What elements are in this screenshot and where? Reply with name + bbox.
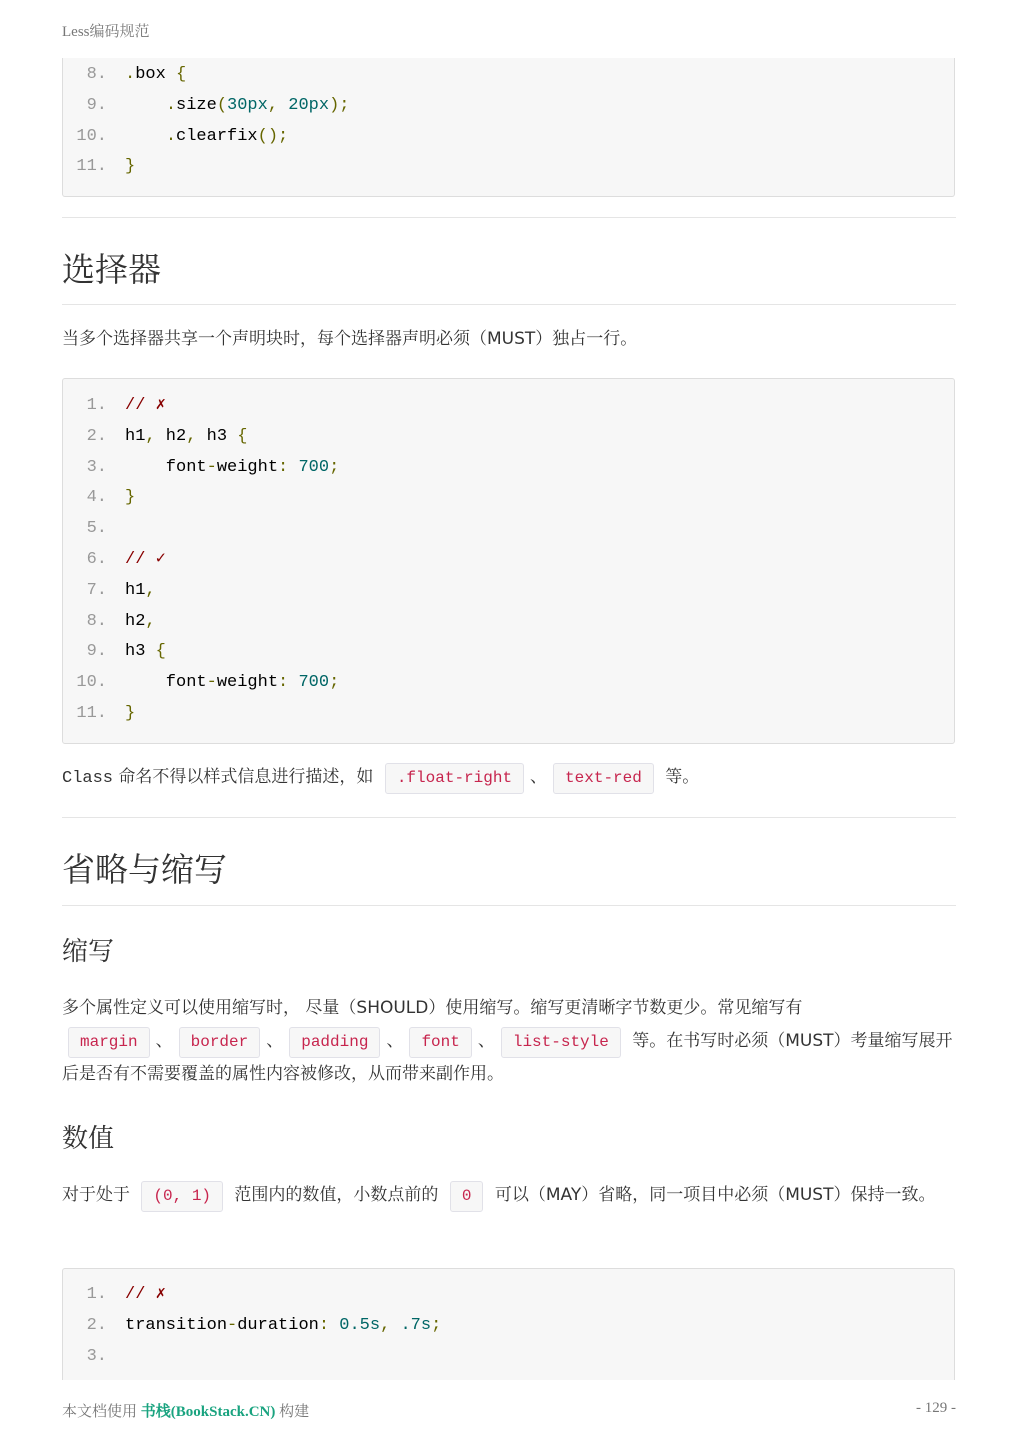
code-line — [63, 1279, 166, 1310]
inline-code-font: font — [409, 1027, 471, 1058]
code-text: h1, h2, h3 { — [125, 426, 248, 446]
section-heading-selector: 选择器 — [62, 250, 161, 289]
subheading-shorthand: 缩写 — [62, 937, 115, 967]
separator: 、 — [266, 1031, 284, 1051]
document-footer — [62, 1400, 956, 1421]
code-text: .size(30px, 20px); — [165, 95, 350, 115]
heading-underline — [62, 304, 956, 305]
subheading-numbers: 数值 — [62, 1124, 115, 1154]
code-line — [63, 636, 166, 667]
code-text: // ✓ — [125, 550, 166, 569]
numbers-text: 对于处于 — [62, 1185, 136, 1205]
code-line — [63, 59, 187, 90]
code-line — [63, 513, 107, 544]
page-number: - 129 - — [916, 1400, 956, 1416]
code-block-selector-example — [62, 378, 955, 744]
code-text: } — [125, 157, 136, 177]
code-text: h2, — [125, 611, 156, 631]
code-text: .box { — [125, 65, 187, 84]
numbers-text-3: 可以（MAY）省略，同一项目中必须（MUST）保持一致。 — [489, 1185, 936, 1205]
section-heading-shorthand: 省略与缩写 — [62, 850, 227, 889]
code-text: .clearfix(); — [165, 126, 289, 146]
shorthand-text: 多个属性定义可以使用缩写时， 尽量（SHOULD）使用缩写。缩写更清晰字节数更少。常见缩写有 — [62, 998, 803, 1018]
code-line — [63, 575, 156, 606]
inline-code-margin: margin — [68, 1027, 150, 1058]
inline-code-range: (0, 1) — [141, 1181, 223, 1212]
line-number: 4. — [86, 488, 107, 508]
code-text: font-weight: 700; — [125, 673, 340, 693]
code-line — [63, 1310, 442, 1341]
line-number: 3. — [86, 1346, 107, 1366]
section-divider — [62, 817, 956, 818]
line-number: 7. — [86, 580, 107, 600]
footer-text: 本文档使用 — [62, 1404, 141, 1420]
code-line — [63, 90, 350, 121]
code-text: } — [125, 704, 136, 723]
section-divider — [62, 217, 956, 218]
class-note-suffix: 等。 — [659, 767, 700, 787]
code-line — [63, 667, 340, 698]
code-line — [63, 390, 166, 421]
code-text: h3 { — [125, 642, 166, 662]
numbers-text-2: 范围内的数值，小数点前的 — [229, 1185, 444, 1205]
inline-code-zero: 0 — [450, 1181, 484, 1212]
line-number: 9. — [86, 95, 107, 115]
code-text: // ✗ — [125, 1285, 166, 1304]
code-block-number-example — [62, 1268, 955, 1380]
heading-underline — [62, 905, 956, 906]
code-text: } — [125, 488, 136, 508]
code-line — [63, 452, 340, 483]
line-number: 11. — [76, 157, 107, 177]
shorthand-text-2: 等。在书写时必须（MUST）考量缩写展开后是否有不需要覆盖的属性内容被修改，从而带来副作用。 — [62, 1031, 953, 1084]
line-number: 9. — [86, 642, 107, 662]
inline-code-border: border — [179, 1027, 261, 1058]
line-number: 1. — [86, 396, 107, 415]
line-number: 2. — [86, 1315, 107, 1335]
class-keyword: Class — [62, 769, 114, 788]
inline-code-float-right: .float-right — [385, 763, 524, 794]
line-number: 3. — [86, 457, 107, 477]
line-number: 5. — [86, 519, 107, 539]
code-line — [63, 151, 136, 182]
code-line — [63, 698, 136, 729]
line-number: 6. — [86, 550, 107, 569]
code-line — [63, 606, 156, 637]
bookstack-link[interactable]: 书栈(BookStack.CN) — [140, 1404, 276, 1420]
class-note-text: 命名不得以样式信息进行描述，如 — [113, 767, 379, 787]
line-number: 2. — [86, 426, 107, 446]
class-naming-paragraph — [62, 761, 956, 795]
code-text: transition-duration: 0.5s, .7s; — [125, 1315, 442, 1335]
shorthand-paragraph — [62, 992, 956, 1091]
separator: 、 — [477, 1031, 495, 1051]
line-number: 8. — [86, 65, 107, 84]
code-line — [63, 421, 248, 452]
code-line — [63, 482, 136, 513]
inline-code-text-red: text-red — [553, 763, 654, 794]
line-number: 11. — [76, 704, 107, 723]
footer-text-2: 构建 — [275, 1404, 310, 1420]
line-number: 10. — [76, 126, 107, 146]
document-header: Less编码规范 — [62, 24, 150, 40]
line-number: 8. — [86, 611, 107, 631]
selector-rule-paragraph: 当多个选择器共享一个声明块时，每个选择器声明必须（MUST）独占一行。 — [62, 329, 638, 349]
code-line — [63, 1341, 107, 1372]
line-number: 1. — [86, 1285, 107, 1304]
separator: 、 — [386, 1031, 404, 1051]
code-line — [63, 121, 289, 152]
inline-code-padding: padding — [289, 1027, 380, 1058]
numbers-paragraph — [62, 1179, 956, 1212]
code-text: font-weight: 700; — [125, 457, 340, 477]
separator: 、 — [530, 767, 548, 787]
code-text: // ✗ — [125, 396, 166, 415]
code-line — [63, 544, 166, 575]
separator: 、 — [155, 1031, 173, 1051]
code-text: h1, — [125, 580, 156, 600]
line-number: 10. — [76, 673, 107, 693]
inline-code-list-style: list-style — [501, 1027, 621, 1058]
code-block-mixin-usage — [62, 58, 955, 197]
